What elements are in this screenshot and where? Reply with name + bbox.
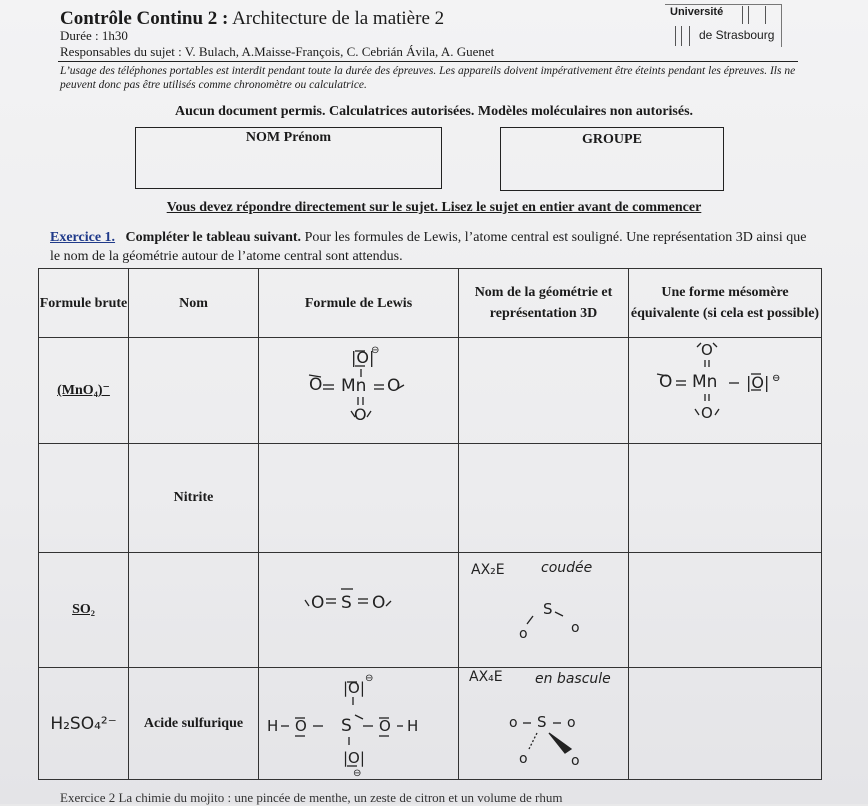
svg-text:O: O [354, 404, 367, 424]
svg-text:O: O [387, 375, 401, 396]
group-label: GROUPE [582, 132, 642, 147]
header-formula: Formule brute [39, 269, 129, 338]
row2-mesomer[interactable] [629, 444, 822, 553]
row4-name: Acide sulfurique [129, 668, 259, 780]
row1-lewis[interactable] [259, 338, 459, 444]
row4-formula: H₂SO₄²⁻ [39, 668, 129, 780]
exercise-1-statement: Exercice 1. Compléter le tableau suivant. Pour les formules de Lewis, l’atome central est souligné. Une représentation 3D ainsi que le nom de la géométrie autour de l’atome central sont attendus. [50, 230, 807, 264]
svg-text:o: o [571, 752, 580, 769]
name-label: NOM Prénom [245, 130, 332, 145]
svg-text:O: O [372, 593, 386, 613]
svg-text:O: O [701, 403, 713, 422]
svg-text:Mn: Mn [692, 371, 718, 392]
group-box[interactable] [500, 127, 724, 191]
so2-vsepr: AX₂E [471, 562, 505, 578]
svg-text:H: H [267, 716, 279, 735]
svg-text:O: O [659, 371, 673, 392]
row2-lewis[interactable] [259, 444, 459, 553]
so2-lewis-drawing [259, 554, 459, 666]
svg-text:O: O [701, 340, 713, 359]
header-lewis: Formule de Lewis [259, 269, 459, 338]
svg-text:o: o [509, 714, 518, 731]
row1-name[interactable] [129, 338, 259, 444]
svg-text:S: S [341, 715, 352, 736]
svg-text:Mn: Mn [341, 375, 367, 396]
exam-title: Contrôle Continu 2 : Architecture de la matière 2 [60, 8, 445, 29]
exam-duration: Durée : 1h30 [60, 28, 128, 43]
exam-rules: Aucun document permis. Calculatrices autorisées. Modèles moléculaires non autorisés. [174, 104, 694, 119]
exercise-number: Exercice 1. [50, 230, 116, 245]
instruction: Vous devez répondre directement sur le sujet. Lisez le sujet en entier avant de commencer [166, 200, 702, 215]
row4-mesomer[interactable] [629, 668, 822, 780]
header-mesomer: Une forme mésomère équivalente (si cela est possible) [629, 269, 822, 338]
name-box[interactable] [135, 127, 442, 189]
mno4-lewis-drawing [259, 339, 459, 443]
mno4-mesomer-drawing [629, 339, 822, 443]
row1-mesomer[interactable] [629, 338, 822, 444]
svg-text:⊖: ⊖ [772, 372, 781, 384]
row4-geometry[interactable] [459, 668, 629, 780]
row3-name[interactable] [129, 553, 259, 668]
so2-geometry-name: coudée [541, 560, 593, 576]
svg-text:S: S [341, 593, 352, 613]
row2-geometry[interactable] [459, 444, 629, 553]
svg-text:|O|: |O| [351, 347, 375, 367]
row2-name: Nitrite [129, 444, 259, 553]
row3-geometry[interactable] [459, 553, 629, 668]
exercise-table [38, 268, 822, 780]
header-geometry: Nom de la géométrie et représentation 3D [459, 269, 629, 338]
svg-text:o: o [567, 714, 576, 731]
svg-text:|O|: |O| [343, 748, 365, 767]
row2-formula[interactable] [39, 444, 129, 553]
h2so4-lewis-drawing [259, 669, 459, 779]
svg-text:o: o [519, 750, 528, 767]
header-name: Nom [129, 269, 259, 338]
svg-text:o: o [519, 626, 528, 642]
svg-text:|O|: |O| [746, 372, 770, 392]
svg-text:S: S [543, 600, 553, 618]
svg-text:O: O [295, 716, 307, 735]
row3-mesomer[interactable] [629, 553, 822, 668]
h2so4-geometry-drawing [459, 669, 629, 779]
svg-text:H: H [407, 716, 419, 735]
svg-text:|O|: |O| [343, 678, 365, 697]
svg-text:⊖: ⊖ [365, 672, 374, 684]
svg-text:o: o [571, 620, 580, 636]
svg-text:O: O [379, 716, 391, 735]
svg-text:S: S [537, 712, 547, 731]
svg-text:O: O [309, 374, 323, 395]
row1-formula: (MnO₄)⁻ [39, 338, 129, 444]
svg-text:⊖: ⊖ [371, 344, 380, 356]
header-divider [58, 61, 798, 62]
row1-geometry[interactable] [459, 338, 629, 444]
next-exercise-partial: Exercice 2 La chimie du mojito : une pincée de menthe, un zeste de citron et un volume de rhum [60, 790, 563, 805]
svg-text:⊖: ⊖ [353, 767, 362, 779]
so2-geometry-drawing [459, 554, 629, 666]
row3-lewis[interactable] [259, 553, 459, 668]
exam-authors: Responsables du sujet : V. Bulach, A.Maisse-François, C. Cebrián Ávila, A. Guenet [60, 44, 495, 59]
university-logo [665, 4, 785, 48]
h2so4-vsepr: AX₄E [469, 668, 503, 685]
phone-warning: L’usage des téléphones portables est interdit pendant toute la durée des épreuves. Les appareils doivent impérativement être éteints pendant les épreuves. Ils ne peuvent donc pas être utilisés comme chronomètre ou calculatrice. [60, 65, 796, 91]
logo-line-1: Université [670, 6, 724, 18]
row3-formula: SO₂ [39, 553, 129, 668]
h2so4-geometry-name: en bascule [535, 670, 611, 687]
logo-line-2: de Strasbourg [699, 28, 775, 42]
row4-lewis[interactable] [259, 668, 459, 780]
svg-text:O: O [311, 593, 325, 613]
